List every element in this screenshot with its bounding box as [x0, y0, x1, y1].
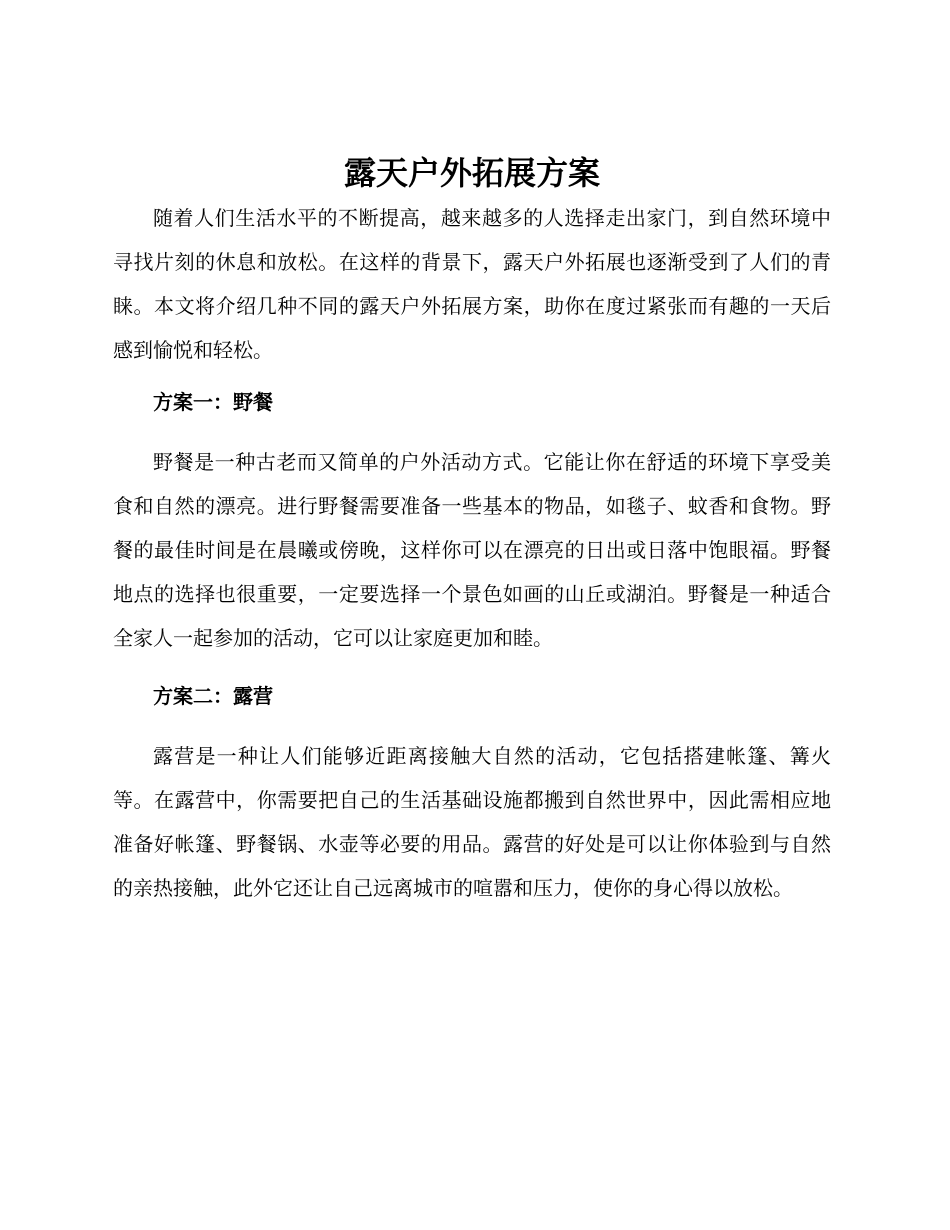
document-page: [113, 150, 831, 910]
document-title: 露天户外拓展方案: [343, 154, 600, 192]
section-heading-picnic: 方案一：野餐: [153, 390, 273, 414]
spacer: [113, 718, 831, 734]
section-body-camping: 露营是一种让人们能够近距离接触大自然的活动，它包括搭建帐篷、篝火等。在露营中，你需要把自己的生活基础设施都搬到自然世界中，因此需相应地准备好帐篷、野餐锅、水壶等必要的用品。露营的好处是可以让你体验到与自然的亲热接触，此外它还让自己远离城市的喧嚣和压力，使你的身心得以放松。: [113, 744, 831, 900]
spacer: [113, 372, 831, 380]
spacer: [113, 424, 831, 440]
spacer: [113, 660, 831, 674]
section-heading-camping: 方案二：露营: [153, 684, 273, 708]
intro-paragraph: 随着人们生活水平的不断提高，越来越多的人选择走出家门，到自然环境中寻找片刻的休息和放松。在这样的背景下，露天户外拓展也逐渐受到了人们的青睐。本文将介绍几种不同的露天户外拓展方案，助你在度过紧张而有趣的一天后感到愉悦和轻松。: [113, 206, 831, 362]
section-body-picnic: 野餐是一种古老而又简单的户外活动方式。它能让你在舒适的环境下享受美食和自然的漂亮。进行野餐需要准备一些基本的物品，如毯子、蚊香和食物。野餐的最佳时间是在晨曦或傍晚，这样你可以在漂亮的日出或日落中饱眼福。野餐地点的选择也很重要，一定要选择一个景色如画的山丘或湖泊。野餐是一种适合全家人一起参加的活动，它可以让家庭更加和睦。: [113, 450, 831, 650]
